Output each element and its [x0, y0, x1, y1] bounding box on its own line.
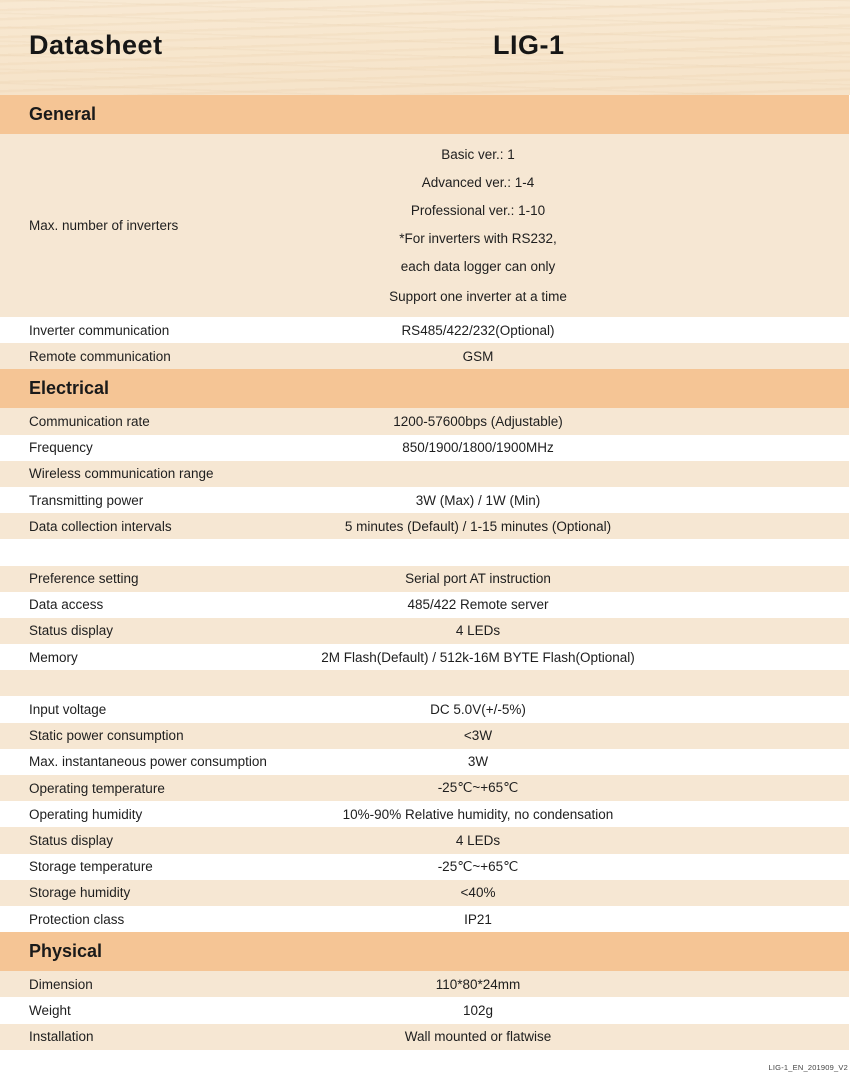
spec-label: Data access	[29, 597, 104, 613]
spec-row-max-inverters	[0, 134, 849, 317]
spec-label: Status display	[29, 832, 114, 848]
spec-label: Dimension	[29, 976, 93, 992]
spec-value: 2M Flash(Default) / 512k-16M BYTE Flash(Optional)	[321, 649, 635, 665]
spec-label: Inverter communication	[29, 322, 170, 338]
spec-value: 110*80*24mm	[435, 976, 521, 992]
spec-label: Operating temperature	[29, 780, 165, 796]
spec-value: 3W (Max) / 1W (Min)	[415, 492, 541, 508]
spec-value-line: Support one inverter at a time	[389, 288, 567, 304]
spec-row	[0, 408, 849, 434]
document-code: LIG-1_EN_201909_V2	[768, 1063, 848, 1072]
spec-row	[0, 343, 849, 369]
spec-value: 850/1900/1800/1900MHz	[402, 440, 554, 456]
spec-row	[0, 696, 849, 722]
spec-label: Data collection intervals	[29, 518, 172, 534]
spec-value: Serial port AT instruction	[405, 571, 551, 587]
spec-row	[0, 1024, 849, 1050]
spec-value-line: each data logger can only	[400, 258, 556, 274]
spec-row	[0, 592, 849, 618]
spec-label: Transmitting power	[29, 492, 144, 508]
section-header-physical	[0, 932, 849, 971]
spec-label: Remote communication	[29, 348, 171, 364]
spec-label: Memory	[29, 649, 78, 665]
spec-row	[0, 435, 849, 461]
spec-label: Weight	[29, 1002, 71, 1018]
spec-label: Protection class	[29, 911, 125, 927]
spec-value: 10%-90% Relative humidity, no condensation	[342, 806, 614, 822]
spec-row	[0, 317, 849, 343]
spec-value: DC 5.0V(+/-5%)	[430, 702, 526, 718]
spec-label: Max. instantaneous power consumption	[29, 754, 267, 770]
spec-value: 5 minutes (Default) / 1-15 minutes (Optional)	[344, 518, 612, 534]
spec-label: Frequency	[29, 440, 93, 456]
spec-row	[0, 618, 849, 644]
spec-row	[0, 997, 849, 1023]
section-title: Electrical	[29, 378, 110, 399]
spec-value: 4 LEDs	[455, 623, 501, 639]
spec-label: Communication rate	[29, 413, 150, 429]
product-model: LIG-1	[493, 30, 565, 60]
spec-value: 1200-57600bps (Adjustable)	[393, 413, 563, 429]
spec-row	[0, 971, 849, 997]
spec-row	[0, 775, 849, 801]
spec-label: Wireless communication range	[29, 466, 214, 482]
section-title: General	[29, 104, 97, 124]
spec-label: Operating humidity	[29, 806, 143, 822]
spec-row	[0, 461, 849, 487]
spec-label: Preference setting	[29, 571, 139, 587]
spec-row	[0, 749, 849, 775]
spec-row	[0, 854, 849, 880]
spec-value: Wall mounted or flatwise	[404, 1029, 552, 1045]
spec-value-line: *For inverters with RS232,	[399, 230, 557, 246]
spec-row-spacer	[0, 670, 849, 696]
spec-row	[0, 566, 849, 592]
spec-row	[0, 801, 849, 827]
header-banner	[0, 0, 850, 95]
spec-label: Storage temperature	[29, 859, 153, 875]
spec-value: RS485/422/232(Optional)	[401, 322, 555, 338]
spec-value-line: Advanced ver.: 1-4	[421, 174, 535, 190]
spec-value-line: Professional ver.: 1-10	[410, 202, 546, 218]
spec-value: IP21	[464, 911, 492, 927]
section-title: Physical	[29, 941, 103, 962]
spec-table	[0, 95, 849, 1050]
spec-value: -25℃~+65℃	[437, 858, 519, 874]
spec-value: 485/422 Remote server	[407, 597, 549, 613]
spec-row	[0, 723, 849, 749]
spec-row-spacer	[0, 539, 849, 565]
spec-label: Input voltage	[29, 702, 107, 718]
page-title: Datasheet	[29, 30, 163, 60]
spec-label: Static power consumption	[29, 728, 184, 744]
spec-value: 102g	[462, 1002, 494, 1018]
spec-value: 4 LEDs	[455, 832, 501, 848]
spec-value: -25℃~+65℃	[437, 780, 519, 796]
spec-row	[0, 827, 849, 853]
spec-label: Installation	[29, 1029, 94, 1045]
spec-label: Storage humidity	[29, 885, 131, 901]
spec-value	[229, 141, 849, 311]
spec-label: Status display	[29, 623, 114, 639]
spec-value: 3W	[467, 754, 489, 770]
section-header-general	[0, 95, 849, 134]
spec-row	[0, 880, 849, 906]
spec-value: <3W	[463, 728, 493, 744]
spec-row	[0, 644, 849, 670]
spec-row	[0, 906, 849, 932]
spec-label: Max. number of inverters	[29, 218, 179, 233]
section-header-electrical	[0, 369, 849, 408]
spec-value-line: Basic ver.: 1	[441, 146, 515, 162]
spec-value: <40%	[460, 885, 496, 901]
spec-row	[0, 487, 849, 513]
spec-value: GSM	[462, 348, 494, 364]
spec-row	[0, 513, 849, 539]
